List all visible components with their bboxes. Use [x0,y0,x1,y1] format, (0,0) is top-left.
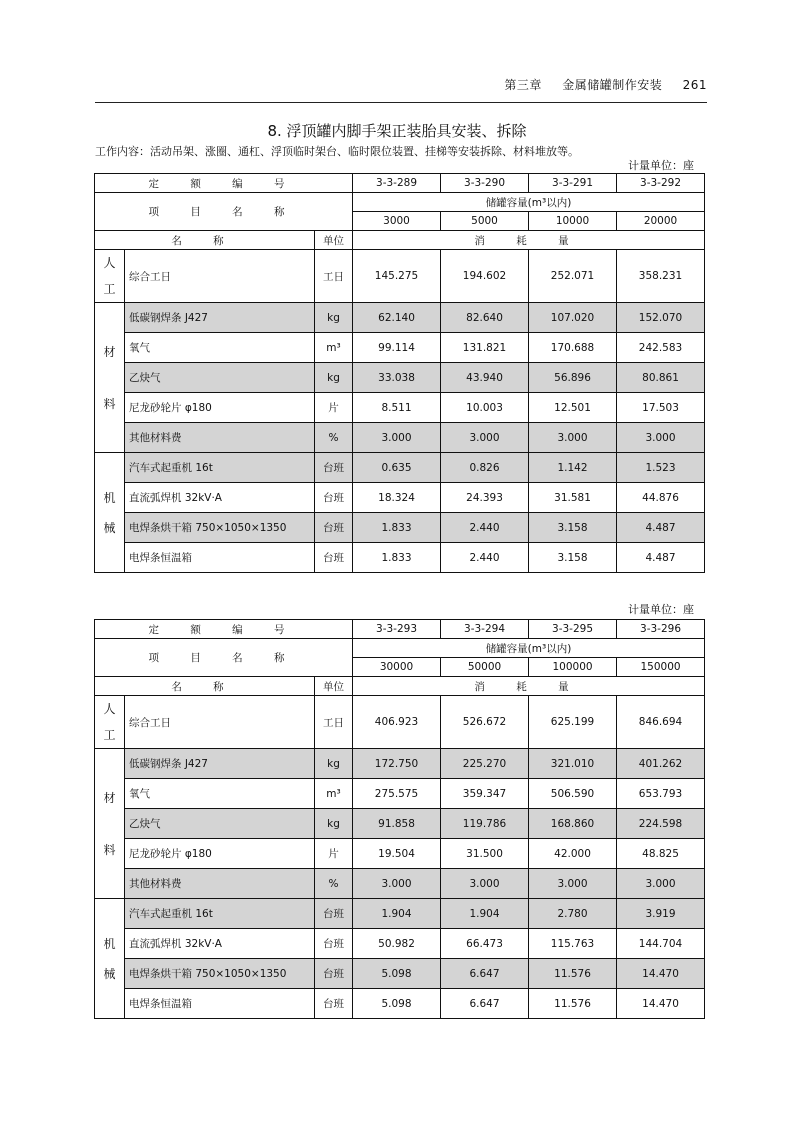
item-name: 综合工日 [125,250,315,303]
item-name: 其他材料费 [125,423,315,453]
item-value: 144.704 [617,929,705,959]
item-value: 1.833 [353,543,441,573]
material-row [95,303,705,333]
item-value: 19.504 [353,839,441,869]
quota-code: 3-3-295 [529,620,617,639]
item-value: 31.581 [529,483,617,513]
item-name: 电焊条烘干箱 750×1050×1350 [125,959,315,989]
item-value: 5.098 [353,959,441,989]
unit-label-1: 计量单位：座 [628,159,694,172]
item-value: 3.000 [441,423,529,453]
item-value: 321.010 [529,749,617,779]
item-value: 401.262 [617,749,705,779]
item-name: 尼龙砂轮片 φ180 [125,393,315,423]
item-value: 3.000 [353,423,441,453]
material-row [95,839,705,869]
item-unit: 台班 [315,989,353,1019]
capacity-value: 5000 [441,212,529,231]
item-unit: 台班 [315,959,353,989]
item-unit: 片 [315,839,353,869]
item-value: 1.904 [353,899,441,929]
item-value: 11.576 [529,959,617,989]
category-material: 材 料 [95,303,125,453]
item-value: 3.000 [617,423,705,453]
item-name: 氧气 [125,779,315,809]
item-value: 14.470 [617,989,705,1019]
capacity-value: 100000 [529,658,617,677]
material-row [95,869,705,899]
item-unit: m³ [315,333,353,363]
item-name: 直流弧焊机 32kV·A [125,929,315,959]
item-unit: 台班 [315,453,353,483]
item-value: 4.487 [617,543,705,573]
work-content: 工作内容：活动吊架、涨圈、通杠、浮顶临时架台、临时限位装置、挂梯等安装拆除、材料堆放等。 [95,145,579,158]
item-unit: kg [315,749,353,779]
item-value: 3.158 [529,513,617,543]
quota-code: 3-3-296 [617,620,705,639]
item-value: 224.598 [617,809,705,839]
item-value: 2.440 [441,513,529,543]
material-row [95,393,705,423]
page-header [95,72,707,103]
name-header: 名 称 [95,231,315,250]
item-name: 汽车式起重机 16t [125,899,315,929]
item-unit: 工日 [315,250,353,303]
item-value: 3.000 [353,869,441,899]
item-name: 氧气 [125,333,315,363]
item-name: 尼龙砂轮片 φ180 [125,839,315,869]
item-value: 5.098 [353,989,441,1019]
item-value: 115.763 [529,929,617,959]
item-value: 653.793 [617,779,705,809]
machine-row [95,513,705,543]
item-value: 1.833 [353,513,441,543]
capacity-heading-row [95,639,705,658]
item-unit: 片 [315,393,353,423]
item-value: 91.858 [353,809,441,839]
item-value: 119.786 [441,809,529,839]
item-value: 14.470 [617,959,705,989]
labor-row [95,250,705,303]
item-value: 2.780 [529,899,617,929]
item-value: 8.511 [353,393,441,423]
item-value: 43.940 [441,363,529,393]
category-labor: 人工 [95,696,125,749]
machine-row [95,453,705,483]
item-value: 1.904 [441,899,529,929]
item-unit: 台班 [315,929,353,959]
item-value: 172.750 [353,749,441,779]
quota-table [94,619,705,1019]
item-value: 44.876 [617,483,705,513]
item-value: 0.635 [353,453,441,483]
quota-code: 3-3-293 [353,620,441,639]
item-value: 225.270 [441,749,529,779]
item-value: 10.003 [441,393,529,423]
chapter-number: 第三章 [504,78,542,92]
item-value: 252.071 [529,250,617,303]
item-value: 358.231 [617,250,705,303]
item-value: 3.000 [529,869,617,899]
item-value: 275.575 [353,779,441,809]
item-value: 506.590 [529,779,617,809]
material-row [95,779,705,809]
quota-code: 3-3-291 [529,174,617,193]
item-value: 168.860 [529,809,617,839]
item-value: 33.038 [353,363,441,393]
capacity-heading-row [95,193,705,212]
quota-number-row [95,174,705,193]
item-unit: 台班 [315,899,353,929]
item-value: 12.501 [529,393,617,423]
item-value: 3.000 [441,869,529,899]
capacity-value: 20000 [617,212,705,231]
item-name: 其他材料费 [125,869,315,899]
quota-number-label: 定 额 编 号 [95,620,353,639]
quota-code: 3-3-290 [441,174,529,193]
item-name: 乙炔气 [125,363,315,393]
item-name-label: 项 目 名 称 [95,193,353,231]
unit-header: 单位 [315,231,353,250]
page-number: 261 [682,78,707,92]
item-unit: kg [315,809,353,839]
machine-row [95,543,705,573]
item-name: 汽车式起重机 16t [125,453,315,483]
item-unit: % [315,869,353,899]
item-value: 2.440 [441,543,529,573]
item-value: 242.583 [617,333,705,363]
item-value: 48.825 [617,839,705,869]
item-value: 3.000 [529,423,617,453]
capacity-value: 50000 [441,658,529,677]
item-unit: 台班 [315,483,353,513]
item-value: 3.158 [529,543,617,573]
quota-code: 3-3-292 [617,174,705,193]
chapter-title: 金属储罐制作安装 [562,78,663,92]
category-labor: 人工 [95,250,125,303]
material-row [95,333,705,363]
item-value: 42.000 [529,839,617,869]
item-name: 综合工日 [125,696,315,749]
machine-row [95,483,705,513]
unit-label-2: 计量单位：座 [628,603,694,616]
capacity-value: 30000 [353,658,441,677]
consumption-header: 消 耗 量 [353,231,705,250]
material-row [95,363,705,393]
item-unit: m³ [315,779,353,809]
column-header-row [95,231,705,250]
item-value: 145.275 [353,250,441,303]
item-name: 电焊条烘干箱 750×1050×1350 [125,513,315,543]
item-value: 6.647 [441,989,529,1019]
material-row [95,809,705,839]
item-name: 低碳钢焊条 J427 [125,303,315,333]
machine-row [95,899,705,929]
item-name: 直流弧焊机 32kV·A [125,483,315,513]
item-value: 31.500 [441,839,529,869]
quota-code: 3-3-294 [441,620,529,639]
item-value: 82.640 [441,303,529,333]
item-name: 低碳钢焊条 J427 [125,749,315,779]
item-name: 乙炔气 [125,809,315,839]
capacity-value: 3000 [353,212,441,231]
item-value: 107.020 [529,303,617,333]
item-value: 6.647 [441,959,529,989]
item-value: 3.919 [617,899,705,929]
header-text [488,76,707,93]
capacity-label: 储罐容量(m³以内) [353,193,705,212]
category-material: 材 料 [95,749,125,899]
section-title: 8. 浮顶罐内脚手架正装胎具安装、拆除 [267,122,527,140]
item-value: 1.142 [529,453,617,483]
quota-code: 3-3-289 [353,174,441,193]
item-value: 11.576 [529,989,617,1019]
item-unit: kg [315,363,353,393]
machine-row [95,929,705,959]
item-value: 50.982 [353,929,441,959]
item-value: 66.473 [441,929,529,959]
item-value: 131.821 [441,333,529,363]
item-value: 18.324 [353,483,441,513]
machine-row [95,989,705,1019]
item-value: 152.070 [617,303,705,333]
item-value: 194.602 [441,250,529,303]
labor-row [95,696,705,749]
unit-header: 单位 [315,677,353,696]
item-value: 56.896 [529,363,617,393]
item-name: 电焊条恒温箱 [125,989,315,1019]
item-value: 526.672 [441,696,529,749]
name-header: 名 称 [95,677,315,696]
machine-row [95,959,705,989]
quota-number-row [95,620,705,639]
item-value: 4.487 [617,513,705,543]
item-value: 406.923 [353,696,441,749]
item-name-label: 项 目 名 称 [95,639,353,677]
category-machine: 机 械 [95,899,125,1019]
item-value: 17.503 [617,393,705,423]
item-value: 80.861 [617,363,705,393]
quota-number-label: 定 额 编 号 [95,174,353,193]
item-name: 电焊条恒温箱 [125,543,315,573]
item-value: 1.523 [617,453,705,483]
item-value: 170.688 [529,333,617,363]
item-value: 99.114 [353,333,441,363]
item-unit: 台班 [315,513,353,543]
item-value: 24.393 [441,483,529,513]
item-value: 359.347 [441,779,529,809]
item-unit: kg [315,303,353,333]
item-unit: 台班 [315,543,353,573]
item-unit: 工日 [315,696,353,749]
item-value: 3.000 [617,869,705,899]
column-header-row [95,677,705,696]
category-machine: 机 械 [95,453,125,573]
item-value: 0.826 [441,453,529,483]
material-row [95,749,705,779]
material-row [95,423,705,453]
item-unit: % [315,423,353,453]
item-value: 846.694 [617,696,705,749]
item-value: 625.199 [529,696,617,749]
quota-table [94,173,705,573]
consumption-header: 消 耗 量 [353,677,705,696]
capacity-value: 10000 [529,212,617,231]
capacity-value: 150000 [617,658,705,677]
item-value: 62.140 [353,303,441,333]
capacity-label: 储罐容量(m³以内) [353,639,705,658]
